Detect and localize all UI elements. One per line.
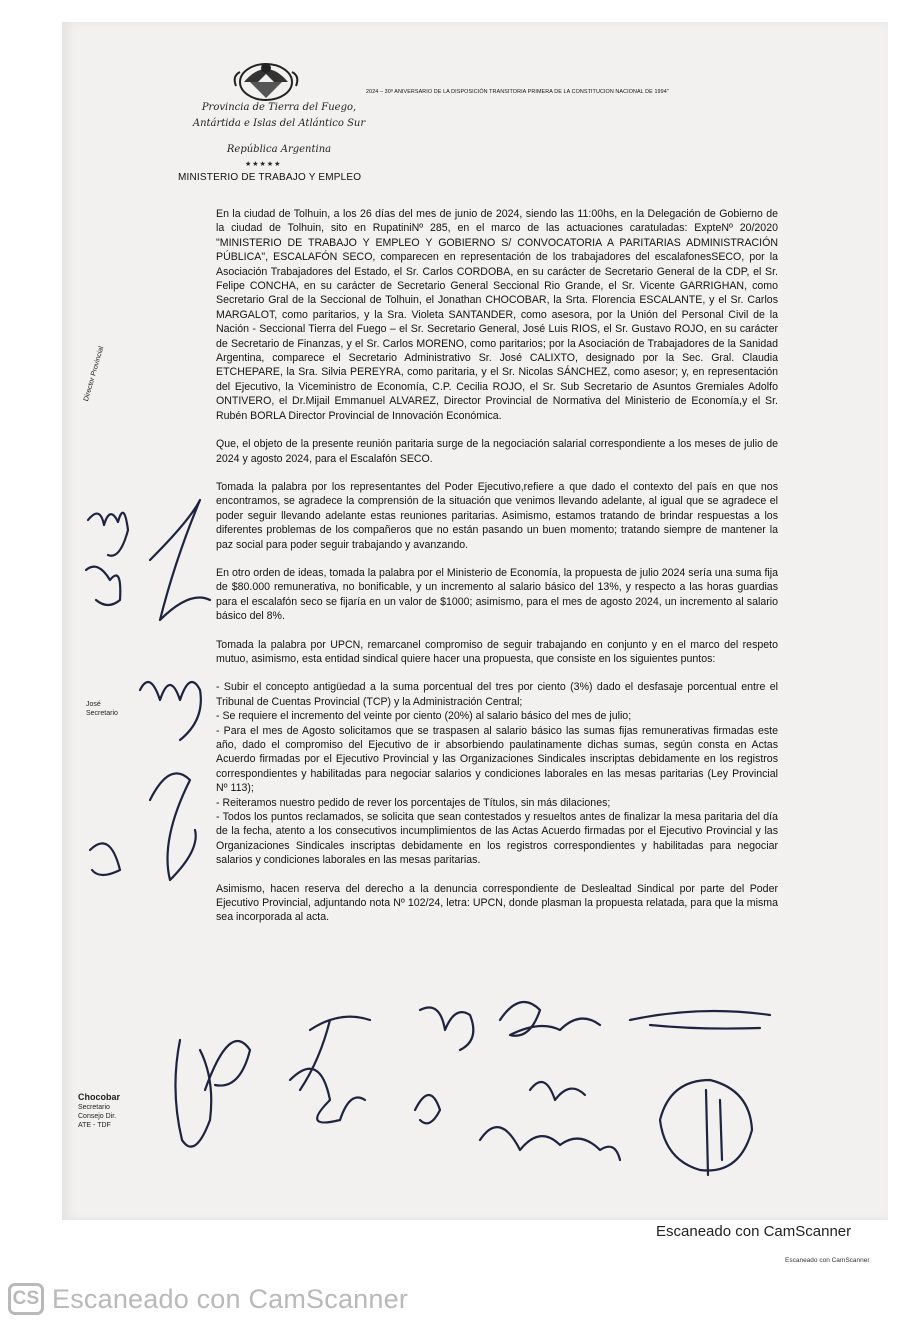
stamp-director: Director Provincial [82,345,106,403]
list-item: - Para el mes de Agosto solicitamos que se traspasen al salario básico las sumas fijas remunerativas firmadas este año, dado el compromiso del Ejecutivo de ir absorbiendo paulatinamente dichas sumas, según consta en Actas Acuerdo firmadas por el Ejecutivo Provincial y las Organizaciones Sindicales inscriptas debidamente en los registros correspondientes y habilitadas para negociar salarios y condiciones laborales en las mesas paritarias (Ley Provincial Nº 113); [216,724,778,795]
stars-row: ★★★★★ [245,160,282,168]
stamp-secretary: José Secretario [86,701,118,717]
upcn-points-list [216,680,778,867]
province-crest-icon [230,52,302,104]
stamp-chocobar-council: Consejo Dir. [78,1113,117,1120]
camscanner-watermark-text: Escaneado con CamScanner [52,1283,409,1314]
list-item: - Todos los puntos reclamados, se solicita que sean contestados y resueltos antes de finalizar la mesa paritaria del día de la fecha, atento a los consecutivos incumplimientos de las Actas Acuerdo firmadas por el Ejecutivo Provincial y las Organizaciones Sindicales inscriptas debidamente en los registros correspondientes y habilitadas para negociar salarios y condiciones laborales en las mesas paritarias. [216,811,778,867]
paragraph-reservation: Asimismo, hacen reserva del derecho a la denuncia correspondiente de Deslealtad Sindical por parte del Poder Ejecutivo Provincial, adjuntando nota Nº 102/24, letra: UPCN, donde plasman la propuesta relatada, para que la misma sea incorporada al acta. [216,882,778,924]
ministry-title: MINISTERIO DE TRABAJO Y EMPLEO [178,172,362,183]
province-heading [184,100,374,158]
province-line-2: Antártida e Islas del Atlántico Sur [192,118,366,129]
document-body [216,207,778,939]
list-item: - Reiteramos nuestro pedido de rever los porcentajes de Títulos, sin más dilaciones; [216,796,611,809]
list-item: - Se requiere el incremento del veinte por ciento (20%) al salario básico del mes de julio; [216,710,632,723]
camscanner-logo-icon: CS [8,1283,44,1315]
republic-line: República Argentina [226,144,332,155]
stamp-chocobar [78,1093,138,1130]
paragraph-upcn: Tomada la palabra por UPCN, remarcanel compromiso de seguir trabajando en conjunto y en el marco del respeto mutuo, asimismo, esta entidad sindical quiere hacer una propuesta, que consiste en los siguientes puntos: [216,638,778,665]
stamp-chocobar-role: Secretario [78,1104,110,1111]
anniversary-header: 2024 – 30º ANIVERSARIO DE LA DISPOSICIÓN TRANSITORIA PRIMERA DE LA CONSTITUCION NACIONAL DE 1994" [366,89,669,95]
stamp-chocobar-union: ATE - TDF [78,1122,111,1129]
province-line-1: Provincia de Tierra del Fuego, [201,102,357,113]
paragraph-executive: Tomada la palabra por los representantes del Poder Ejecutivo,refiere a que dado el contexto del país en que nos encontramos, se agradece la comprensión de la situación que venimos llevando adelante, al igual que se agradece el poder seguir llevando adelante estas reuniones paritarias. Asimismo, estamos tratando de brindar respuestas a los diferentes problemas de los compañeros que no están pasando un buen momento; tratando siempre de mantener la paz social para poder seguir trabajando y avanzando. [216,480,778,551]
paragraph-economy-proposal: En otro orden de ideas, tomada la palabra por el Ministerio de Economía, la propuesta de julio 2024 sería una suma fija de $80.000 remunerativa, no bonificable, y un incremento al salario básico del 13%, y respecto a las horas guardias para el escalafón seco se fijaría en un valor de $1000; asimismo, para el mes de agosto 2024, un incremento al salario básico del 8%. [216,566,778,623]
stamp-chocobar-name: Chocobar [78,1092,121,1102]
camscanner-label-small: Escaneado con CamScanner [785,1257,870,1264]
paragraph-intro: En la ciudad de Tolhuin, a los 26 días del mes de junio de 2024, siendo las 11:00hs, en la Delegación de Gobierno de la ciudad de Tolhuin, sito en RupatiniNº 285, en el marco de las actuaciones caratuladas: ExpteNº 20/2020 "MINISTERIO DE TRABAJO Y EMPLEO Y GOBIERNO S/ CONVOCATORIA A PARITARIAS ADMINISTRACIÓN PÚBLICA", ESCALAFÓN SECO, comparecen en representación de los trabajadores del escalafonesSECO, por la Asociación Trabajadores del Estado, el Sr. Carlos CORDOBA, en su carácter de Secretario General de la CDP, el Sr. Felipe CONCHA, en su carácter de Secretario General Seccional Rio Grande, el Sr. Vicente GARRIGHAN, como Secretario Gral de la Seccional de Tolhuin, el Jonathan CHOCOBAR, la Srta. Florencia ESCALANTE, y el Sr. Carlos MARGALOT, como paritarios, y la Sra. Violeta SANTANDER, como asesora, por la Unión del Personal Civil de la Nación - Seccional Tierra del Fuego – el Sr. Secretario General, José Luis RIOS, el Sr. Gustavo ROJO, en su carácter de Secretario de Finanzas, y el Sr. Carlos MORENO, como paritarios; por la Asociación de Trabajadores de la Sanidad Argentina, comparece el Secretario Administrativo Sr. José CALIXTO, designado por la Sec. Gral. Claudia ETCHEPARE, la Sra. Silvia PEREYRA, como paritaria, y el Sr. Nicolas SÁNCHEZ, como asesor; y, en representación del Ejecutivo, la Viceministro de Economía, C.P. Cecilia ROJO, el Sr. Sub Secretario de Asuntos Gremiales Adolfo ONTIVERO, el Dr.Mijail Emmanuel ALVAREZ, Director Provincial de Normativa del Ministerio de Economía,y el Sr. Rubén BORLA Director Provincial de Innovación Económica. [216,208,778,422]
paragraph-objective: Que, el objeto de la presente reunión paritaria surge de la negociación salarial correspondiente a los meses de julio de 2024 y agosto 2024, para el Escalafón SECO. [216,438,778,465]
list-item: - Subir el concepto antigüedad a la suma porcentual del tres por ciento (3%) dado el desfasaje porcentual entre el Tribunal de Cuentas Provincial (TCP) y la Administración Central; [216,681,778,708]
camscanner-label: Escaneado con CamScanner [656,1223,852,1240]
camscanner-watermark [8,1283,408,1315]
